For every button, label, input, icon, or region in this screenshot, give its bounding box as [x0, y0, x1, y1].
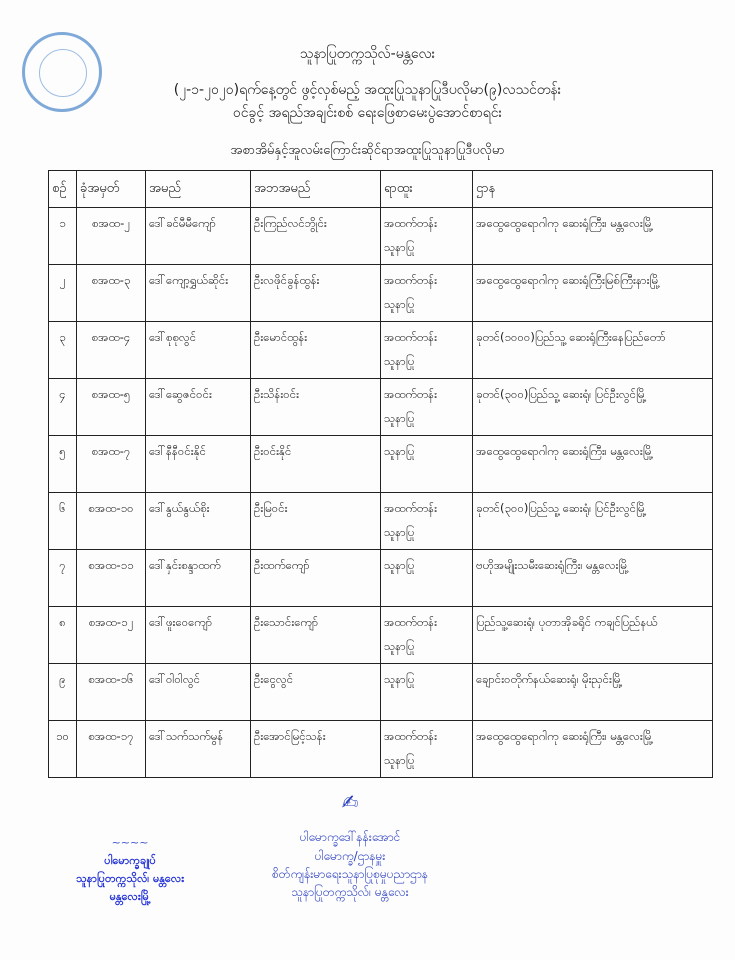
department: အထွေထွေရောဂါကု ဆေးရုံကြီး၊ မန္တလေးမြို့ [473, 721, 713, 778]
father-name: ဦးဝင်းနိုင် [251, 436, 381, 493]
department: ခုတင်(၁၀၀၀)ပြည်သူ့ ဆေးရုံကြီးနေပြည်တော် [473, 322, 713, 379]
candidate-name: ဒေါ်စုစုလွင် [146, 322, 251, 379]
col-name: အမည် [146, 171, 251, 208]
rank: သူနာပြု [381, 550, 473, 607]
department: ခုတင်(၃၀၀)ပြည်သူ့ ဆေးရုံ၊ ပြင်ဦးလွင်မြို့ [473, 493, 713, 550]
department: အထွေထွေရောဂါကု ဆေးရုံကြီး၊ မန္တလေးမြို့ [473, 436, 713, 493]
stamp-line: မန္တလေးမြို့ [109, 890, 151, 903]
rank: အထက်တန်း သူနာပြု [381, 379, 473, 436]
roll-number: စအထ-၄ [77, 322, 146, 379]
col-dept: ဌာန [473, 171, 713, 208]
row-no: ၁၀ [49, 721, 77, 778]
row-no: ၆ [49, 493, 77, 550]
row-no: ၇ [49, 550, 77, 607]
candidate-name: ဒေါ်ဝါဝါလွင် [146, 664, 251, 721]
father-name: ဦးသောင်းကျော် [251, 607, 381, 664]
table-row [49, 607, 713, 664]
department: အထွေထွေရောဂါကု ဆေးရုံကြီးမြစ်ကြီးနားမြို့ [473, 265, 713, 322]
roll-number: စအထ-၂ [77, 208, 146, 265]
roll-number: စအထ-၁၁ [77, 550, 146, 607]
father-name: ဦးငွေလွင် [251, 664, 381, 721]
signatory-dept: စိတ်ကျန်းမာရေးသူနာပြုစုမှုပညာဌာန [272, 867, 428, 881]
principal-stamp: ~~~~ ပါမောက္ခချုပ် သူနာပြုတက္ကသိုလ်၊ မန္တလေး မန္တလေးမြို့ [60, 834, 200, 906]
row-no: ၃ [49, 322, 77, 379]
table-row [49, 436, 713, 493]
department: ချောင်းဝတိုက်နယ်ဆေးရုံ၊ မိုးညှင်းမြို့ [473, 664, 713, 721]
signatory-institution: သူနာပြုတက္ကသိုလ်၊ မန္တလေး [291, 885, 409, 899]
roll-number: စအထ-၃ [77, 265, 146, 322]
candidate-name: ဒေါ်သက်သက်မွန် [146, 721, 251, 778]
candidate-name: ဒေါ်ကျော့ရွှယ်ဆိုင်း [146, 265, 251, 322]
table-row [49, 322, 713, 379]
department: ခုတင်(၃၀၀)ပြည်သူ့ ဆေးရုံ၊ ပြင်ဦးလွင်မြို့ [473, 379, 713, 436]
col-no: စဉ် [49, 171, 77, 208]
program-title: အစာအိမ်နှင့်အူလမ်းကြောင်းဆိုင်ရာအထူးပြုသူနာပြုဒီပလိုမာ [230, 143, 505, 158]
father-name: ဦးကြည်လင်ဘွိုင်း [251, 208, 381, 265]
department: ဗဟိုအမျိုးသမီးဆေးရုံကြီး၊ မန္တလေးမြို့ [473, 550, 713, 607]
table-row [49, 550, 713, 607]
candidate-name: ဒေါ်နှင်းစန္ဒာထက် [146, 550, 251, 607]
signatory-name: ပါမောက္ခဒေါ်နန်းအောင် [299, 830, 401, 844]
roll-number: စအထ-၁၆ [77, 664, 146, 721]
candidate-name: ဒေါ်ဖူးဝေကျော် [146, 607, 251, 664]
announcement-subtitle: ဝင်ခွင့် အရည်အချင်းစစ် ရေးဖြေစာမေးပွဲအောင်စာရင်း [232, 105, 503, 121]
table-row [49, 664, 713, 721]
father-name: ဦးမောင်ထွန်း [251, 322, 381, 379]
rank: အထက်တန်း သူနာပြု [381, 721, 473, 778]
table-row [49, 208, 713, 265]
signature-mark: ✍ [341, 790, 359, 814]
col-father: အဘအမည် [251, 171, 381, 208]
table-row [49, 721, 713, 778]
table-header-row [49, 171, 713, 208]
results-table [48, 170, 713, 778]
announcement-title: (၂-၁-၂၀၂၀)ရက်နေ့တွင် ဖွင့်လှစ်မည့် အထူးပြုသူနာပြုဒီပလိုမာ(၉)လသင်တန်း [173, 82, 562, 98]
father-name: ဦးလဖိုင်ခွန်ထွန်း [251, 265, 381, 322]
father-name: ဦးထက်ကျော် [251, 550, 381, 607]
rank: အထက်တန်း သူနာပြု [381, 208, 473, 265]
father-name: ဦးမြဝင်း [251, 493, 381, 550]
rank: အထက်တန်း သူနာပြု [381, 607, 473, 664]
rank: သူနာပြု [381, 436, 473, 493]
row-no: ၅ [49, 436, 77, 493]
rank: သူနာပြု [381, 664, 473, 721]
table-row [49, 265, 713, 322]
father-name: ဦးသိန်းဝင်း [251, 379, 381, 436]
signatory-title: ပါမောက္ခ/ဌာနမှူး [314, 849, 386, 863]
rank: အထက်တန်း သူနာပြု [381, 265, 473, 322]
col-rank: ရာထူး [381, 171, 473, 208]
rank: အထက်တန်း သူနာပြု [381, 322, 473, 379]
institution-title: သူနာပြုတက္ကသိုလ်-မန္တလေး [299, 46, 436, 62]
stamp-line: သူနာပြုတက္ကသိုလ်၊ မန္တလေး [75, 872, 184, 885]
roll-number: စအထ-၇ [77, 436, 146, 493]
candidate-name: ဒေါ်ခင်မီမီကျော် [146, 208, 251, 265]
roll-number: စအထ-၁၇ [77, 721, 146, 778]
table-row [49, 493, 713, 550]
candidate-name: ဒေါ်ဆွေဇင်ဝင်း [146, 379, 251, 436]
table-row [49, 379, 713, 436]
candidate-name: ဒေါ်နွယ်နွယ်စိုး [146, 493, 251, 550]
row-no: ၄ [49, 379, 77, 436]
row-no: ၈ [49, 607, 77, 664]
roll-number: စအထ-၅ [77, 379, 146, 436]
roll-number: စအထ-၁၂ [77, 607, 146, 664]
department: အထွေထွေရောဂါကု ဆေးရုံကြီး၊ မန္တလေးမြို့ [473, 208, 713, 265]
department: ပြည်သူ့ဆေးရုံ၊ ပုတာအိုခရိုင် ကချင်ပြည်နယ် [473, 607, 713, 664]
row-no: ၉ [49, 664, 77, 721]
rank: အထက်တန်း သူနာပြု [381, 493, 473, 550]
father-name: ဦးအောင်မြင့်သန်း [251, 721, 381, 778]
row-no: ၂ [49, 265, 77, 322]
roll-number: စအထ-၁၀ [77, 493, 146, 550]
candidate-name: ဒေါ်နီနီဝင်းနိုင် [146, 436, 251, 493]
stamp-line: ပါမောက္ခချုပ် [104, 854, 156, 867]
row-no: ၁ [49, 208, 77, 265]
col-roll: ခုံအမှတ် [77, 171, 146, 208]
